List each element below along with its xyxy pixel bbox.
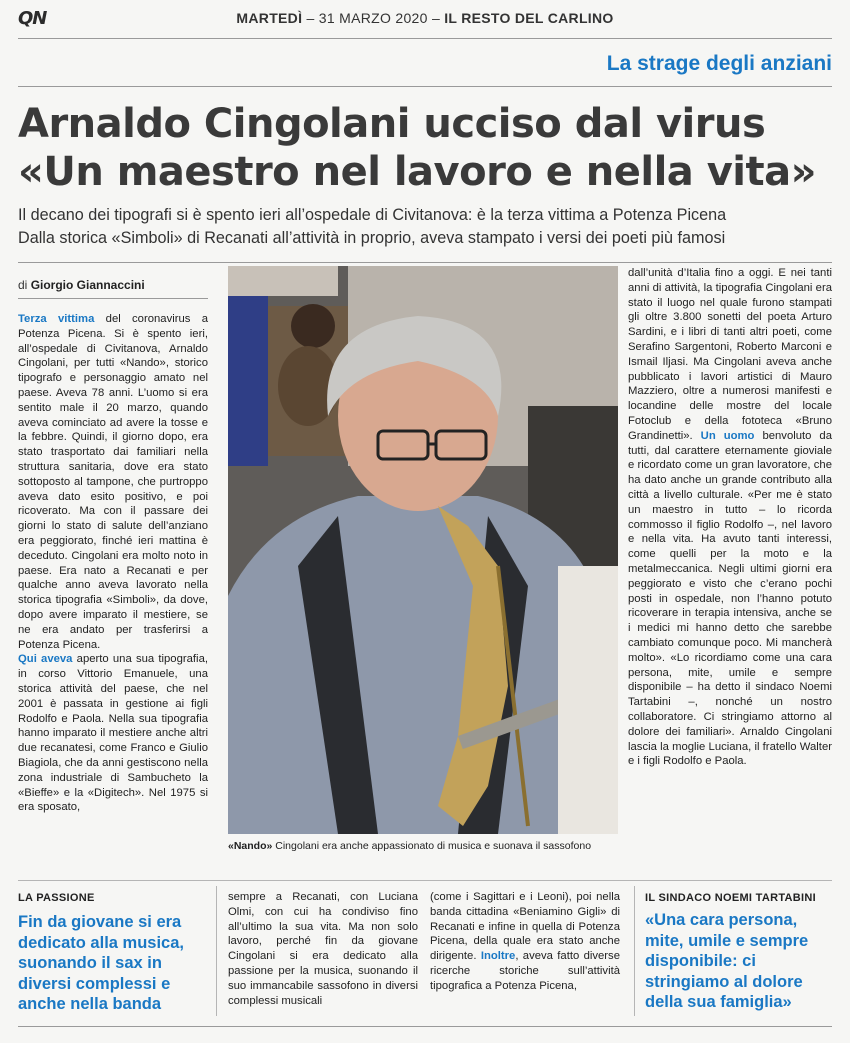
saxophone-player-illustration xyxy=(228,266,618,834)
dateline xyxy=(0,10,850,26)
newspaper-logo: QN xyxy=(18,8,47,29)
headline-line-2: «Un maestro nel lavoro e nella vita» xyxy=(18,149,816,195)
header-rule xyxy=(18,38,832,39)
paragraph-lead: Inoltre xyxy=(480,950,516,963)
caption-name: «Nando» xyxy=(228,840,273,852)
paragraph-lead: Terza vittima xyxy=(18,313,95,325)
headline xyxy=(18,100,833,196)
footer-rule xyxy=(18,1026,832,1027)
section-title: La strage degli anziani xyxy=(606,52,832,75)
subtitle-line-1: Il decano dei tipografi si è spento ieri all’ospedale di Civitanova: è la terza vittima a Potenza Picena xyxy=(18,206,727,224)
column-divider xyxy=(634,886,635,1016)
dateline-separator: – xyxy=(431,10,441,26)
article-column-bottom-2 xyxy=(430,890,620,994)
dateline-date: 31 MARZO 2020 xyxy=(318,10,428,26)
dateline-paper-name: IL RESTO DEL CARLINO xyxy=(444,10,614,26)
subtitle-rule xyxy=(18,262,832,263)
paragraph-text: benvoluto da tutti, dal carattere eternamente gioviale e ricordato come un gran lavoratore, che ha dato anche un grande contributo alla città a livello culturale. «Per me è stato un maestro in tutto – lo ricorda commosso il figlio Rodolfo –, nel lavoro e nella vita. Ha avuto tanti interessi, come quelli per la moto e la metalmeccanica. Negli ultimi giorni era peggiorato e visto che c’erano pochi posti in ospedale, non l’hanno potuto ricoverare in terapia intensiva, anche se i medici mi hanno detto che sarebbe cambiato comunque poco. Mi mancherà molto». «Lo ricordiamo come una cara persona, mite, umile e sempre disponibile – ha detto il sindaco Noemi Tartabini –, nonché un nostro collaboratore. Ci stringiamo attorno al dolore dei familiari». Arnaldo Cingolani lascia la moglie Luciana, il fratello Walter e i figli Rodolfo e Paola. xyxy=(628,429,832,768)
paragraph-text: (come i Sagittari e i Leoni), poi nella banda cittadina «Beniamino Gigli» di Recanati e infine in quella di Potenza Picena, della quale era stato anche dirigente. xyxy=(430,891,620,963)
pull-quote: Fin da giovane si era dedicato alla musica, suonando il sax in diversi complessi e anche nella banda xyxy=(18,913,184,1013)
dateline-separator: – xyxy=(306,10,315,26)
subtitle-line-2: Dalla storica «Simboli» di Recanati all’attività in proprio, aveva stampato i versi dei poeti più famosi xyxy=(18,229,726,247)
paragraph-lead: Qui aveva xyxy=(18,653,73,666)
article-column-1 xyxy=(18,312,208,815)
paragraph-lead: Un uomo xyxy=(700,429,755,442)
caption-text: Cingolani era anche appassionato di musica e suonava il sassofono xyxy=(272,840,592,852)
pull-quote-kicker: IL SINDACO NOEMI TARTABINI xyxy=(645,892,816,904)
headline-line-1: Arnaldo Cingolani ucciso dal virus xyxy=(18,101,766,147)
paragraph-text: del coronavirus a Potenza Picena. Si è spento ieri, all’ospedale di Civitanova, Arnaldo Cingolani, per tutti «Nando», storico tipografo e personaggio amato nel paese. Aveva 78 anni. L’uomo si era sentito male il 20 marzo, quando aveva cominciato ad avere la tosse e la febbre. Quindi, il giorno dopo, era stato trasportato dai familiari nella struttura sanitaria, dove era stato sottoposto al tampone, che purtroppo aveva dato esito positivo, e poi ricoverato. Ma con il passare dei giorni lo stato di salute dell’anziano era peggiorato, finché ieri mattina è deceduto. Cingolani era molto noto in paese. Era nato a Recanati e per qualche anno aveva lavorato nella storica tipografia «Simboli», da dove, dopo avere imparato il mestiere, se ne era andato per trasferirsi a Potenza Picena. xyxy=(18,313,208,651)
byline-author: Giorgio Giannaccini xyxy=(30,278,145,292)
article-column-bottom-1: sempre a Recanati, con Luciana Olmi, con cui ha condiviso fino all’ultimo la sua vita. Ma non solo lavoro, perché fin da giovane Cingolani si era dedicato alla passione per la musica, suonando il suo immancabile sassofono in diversi complessi musicali xyxy=(228,891,418,1007)
paragraph-text: dall’unità d’Italia fino a oggi. E nei tanti anni di attività, la tipografia Cingolani era stato il luogo nel quale furono stampati gli oltre 3.800 sonetti del poeta Arturo Sardini, e i libri di tanti altri poeti, come Serafino Sargentoni, Roberto Marconi e Ismail Iljasi. Ma Cingolani aveva anche pubblicato i lavori artistici di Mauro Mazziero, oltre a numerosi manifesti e locandine delle mostre del locale Fotoclub e della fototeca «Bruno Grandinetti». xyxy=(628,267,832,442)
pull-quote-kicker: LA PASSIONE xyxy=(18,892,95,904)
column-divider xyxy=(216,886,217,1016)
paragraph-text: , aveva fatto diverse ricerche storiche sull’attività tipografica a Potenza Picena, xyxy=(430,950,620,992)
article-column-3 xyxy=(628,266,832,769)
section-rule xyxy=(18,86,832,87)
byline-rule xyxy=(18,298,208,299)
paragraph-text: aperto una sua tipografia, in corso Vittorio Emanuele, una storica attività del paese, che nel 2001 è passata in gestione ai figli Rodolfo e Paola. Nella sua tipografia hanno imparato il mestiere anche altri due recanatesi, come Franco e Giulio Biagiola, che da anni gestiscono nella zona industriale di Sambucheto la «Bieffe» e la «Digitech». Nel 1975 si era sposato, xyxy=(18,653,208,814)
photo-caption xyxy=(228,840,620,852)
dateline-day: MARTEDÌ xyxy=(236,10,303,26)
pull-quote: «Una cara persona, mite, umile e sempre disponibile: ci stringiamo al dolore della sua famiglia» xyxy=(645,911,809,1011)
byline xyxy=(18,278,145,292)
article-photo xyxy=(228,266,618,834)
byline-prefix: di xyxy=(18,278,28,292)
subtitle xyxy=(18,204,833,250)
bottom-band-rule xyxy=(18,880,832,881)
